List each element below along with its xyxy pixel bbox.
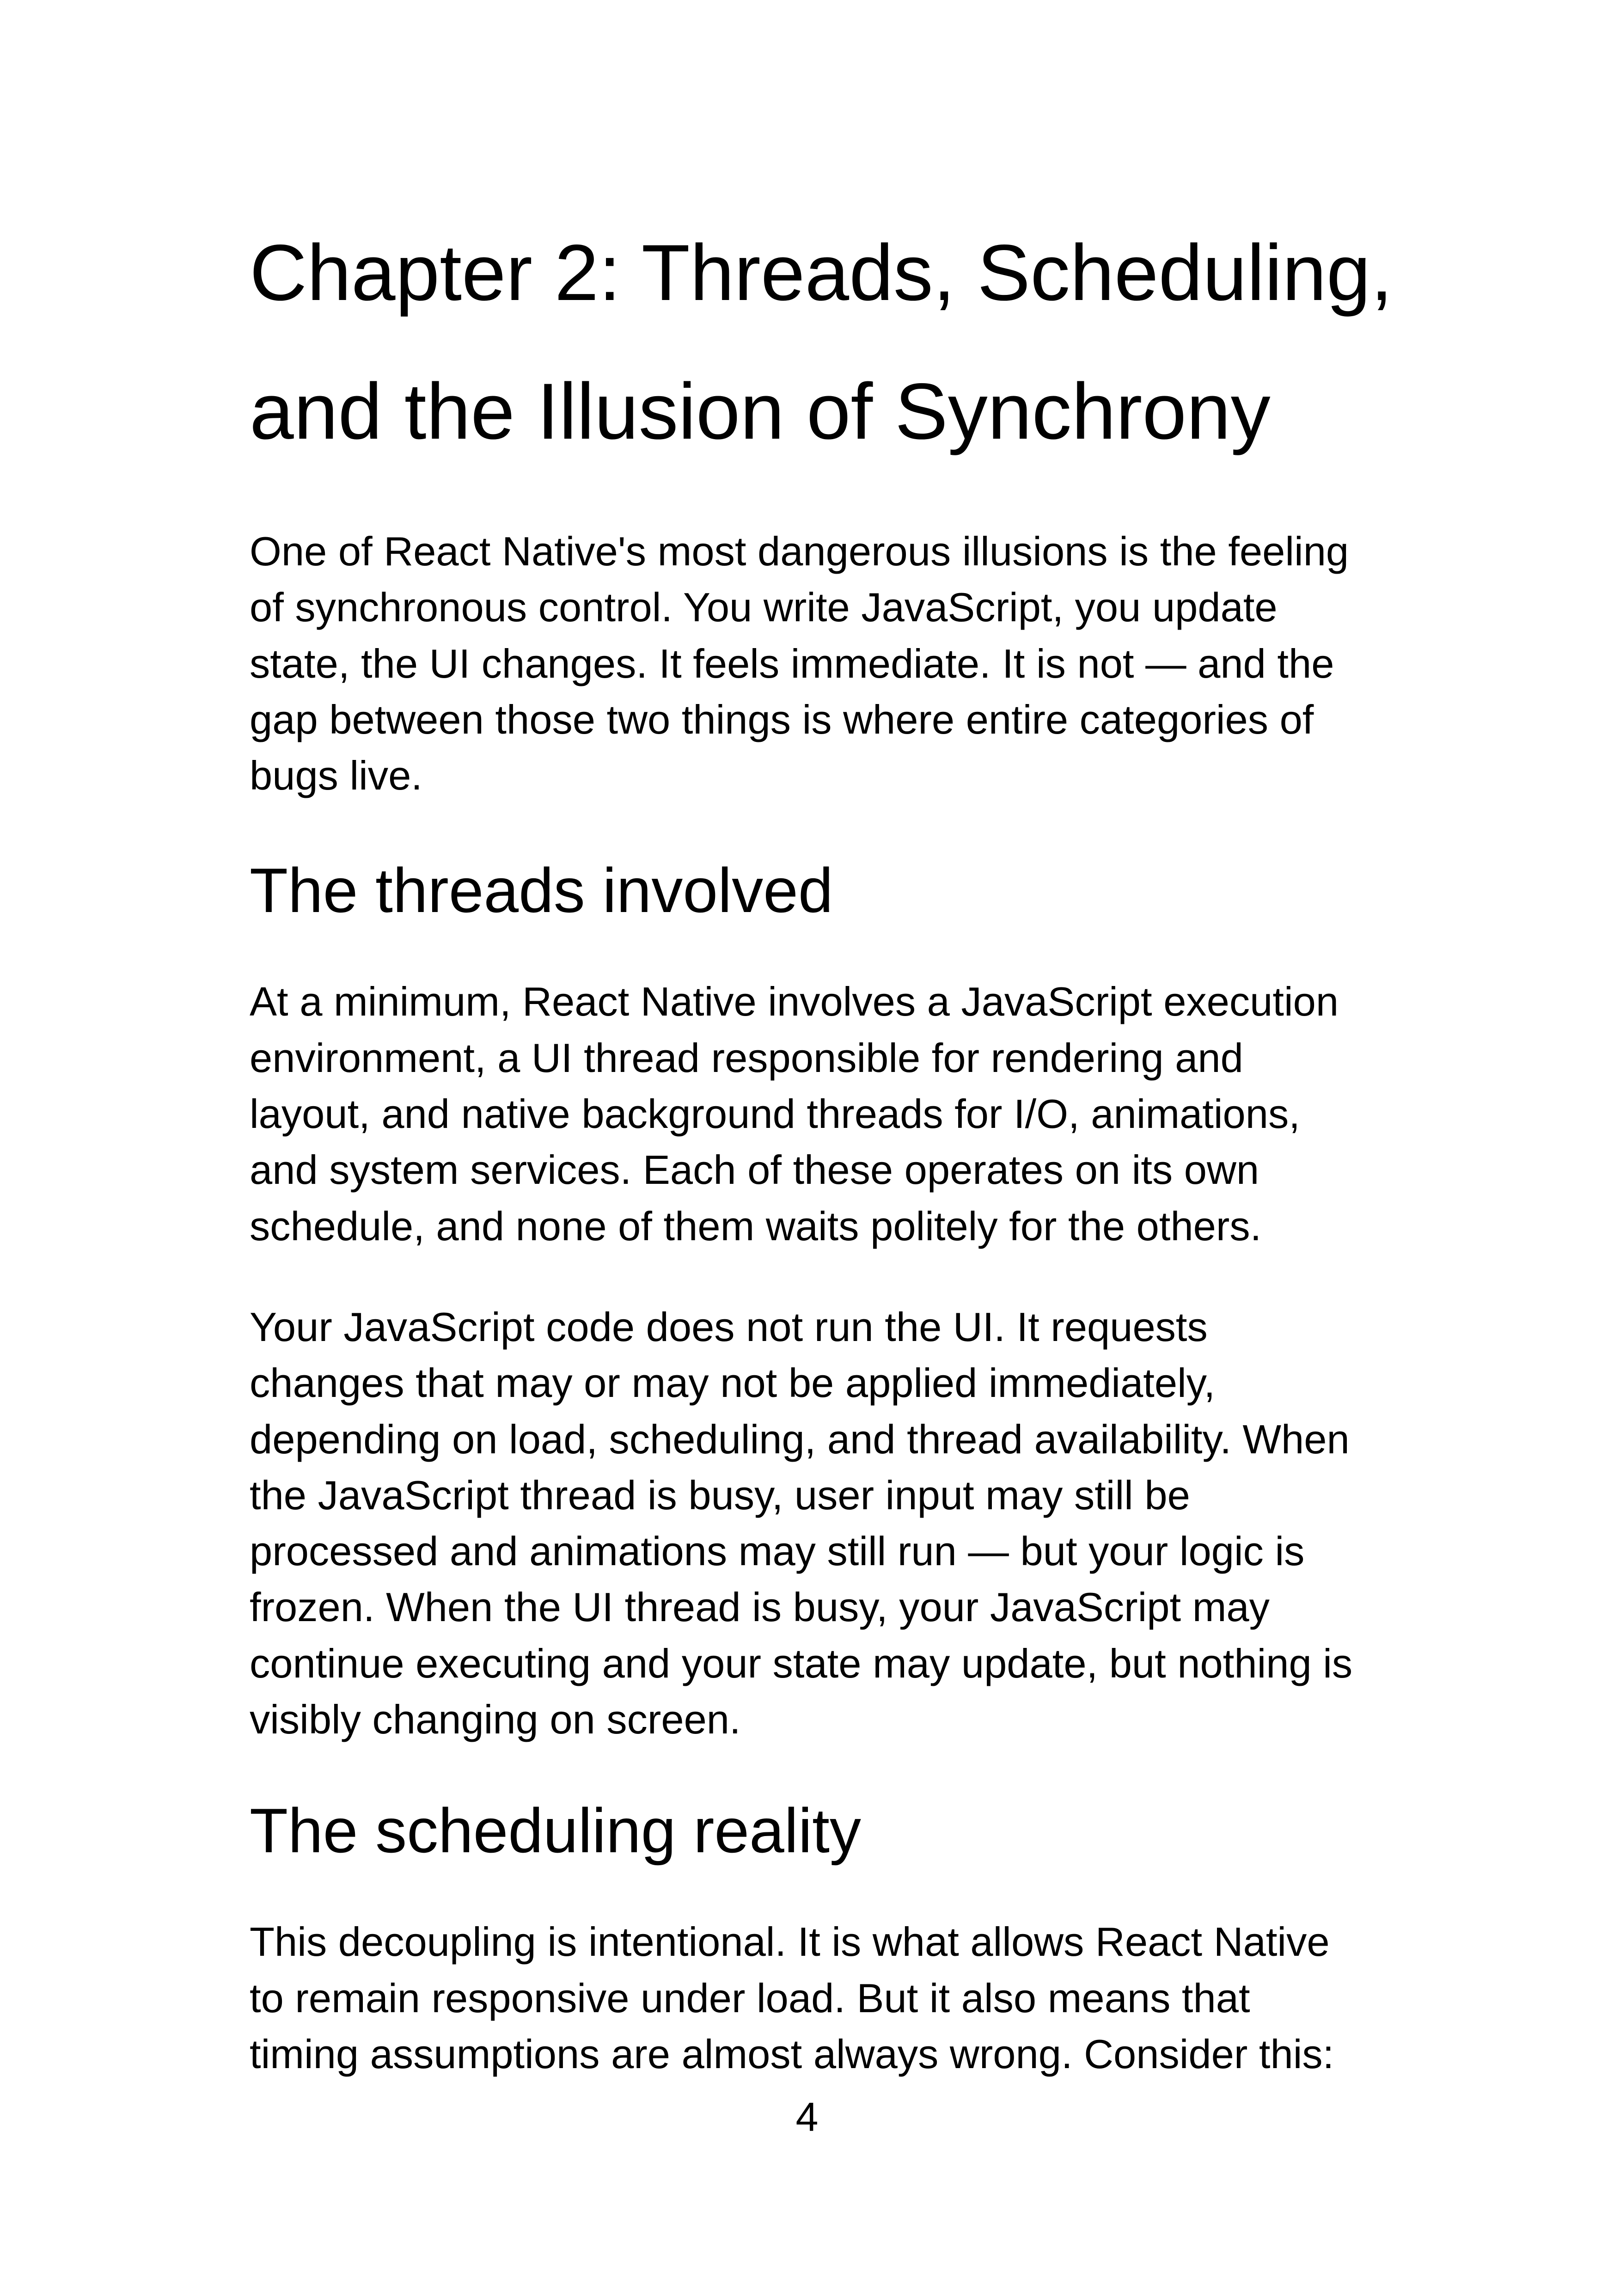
text-line: schedule, and none of them waits politely for the others. [250,1203,1262,1249]
text-line: the JavaScript thread is busy, user input may still be [250,1472,1190,1518]
text-line: This decoupling is intentional. It is what allows React Native [250,1919,1330,1965]
text-line: depending on load, scheduling, and thread availability. When [250,1416,1350,1462]
text-line: and system services. Each of these operates on its own [250,1147,1259,1193]
text-line: gap between those two things is where entire categories of [250,696,1314,742]
text-line: At a minimum, React Native involves a JavaScript execution [250,979,1339,1025]
intro-paragraph [250,523,1396,803]
text-line: continue executing and your state may update, but nothing is [250,1640,1353,1686]
chapter-title [250,203,1396,481]
text-line: state, the UI changes. It feels immediate. It is not — and the [250,640,1334,686]
text-line: layout, and native background threads for I/O, animations, [250,1091,1300,1137]
section-heading-scheduling: The scheduling reality [250,1795,861,1866]
text-line: bugs live. [250,753,422,799]
text-line: visibly changing on screen. [250,1696,741,1743]
text-line: processed and animations may still run — but your logic is [250,1528,1305,1574]
threads-paragraph-1 [250,974,1396,1254]
chapter-title-line: Chapter 2: Threads, Scheduling, [250,228,1393,317]
text-line: of synchronous control. You write JavaScript, you update [250,584,1278,631]
threads-paragraph-2 [250,1299,1396,1747]
text-line: One of React Native's most dangerous illusions is the feeling [250,528,1349,574]
text-line: environment, a UI thread responsible for rendering and [250,1035,1243,1081]
text-line: changes that may or may not be applied immediately, [250,1360,1216,1406]
text-line: to remain responsive under load. But it also means that [250,1975,1250,2021]
chapter-title-line: and the Illusion of Synchrony [250,367,1271,456]
section-heading-threads: The threads involved [250,855,833,926]
scheduling-paragraph-1 [250,1914,1396,2082]
page-content [250,203,1396,2082]
text-line: frozen. When the UI thread is busy, your JavaScript may [250,1584,1270,1630]
page-number: 4 [795,2094,819,2140]
text-line: Your JavaScript code does not run the UI. It requests [250,1304,1208,1350]
text-line: timing assumptions are almost always wrong. Consider this: [250,2031,1334,2077]
